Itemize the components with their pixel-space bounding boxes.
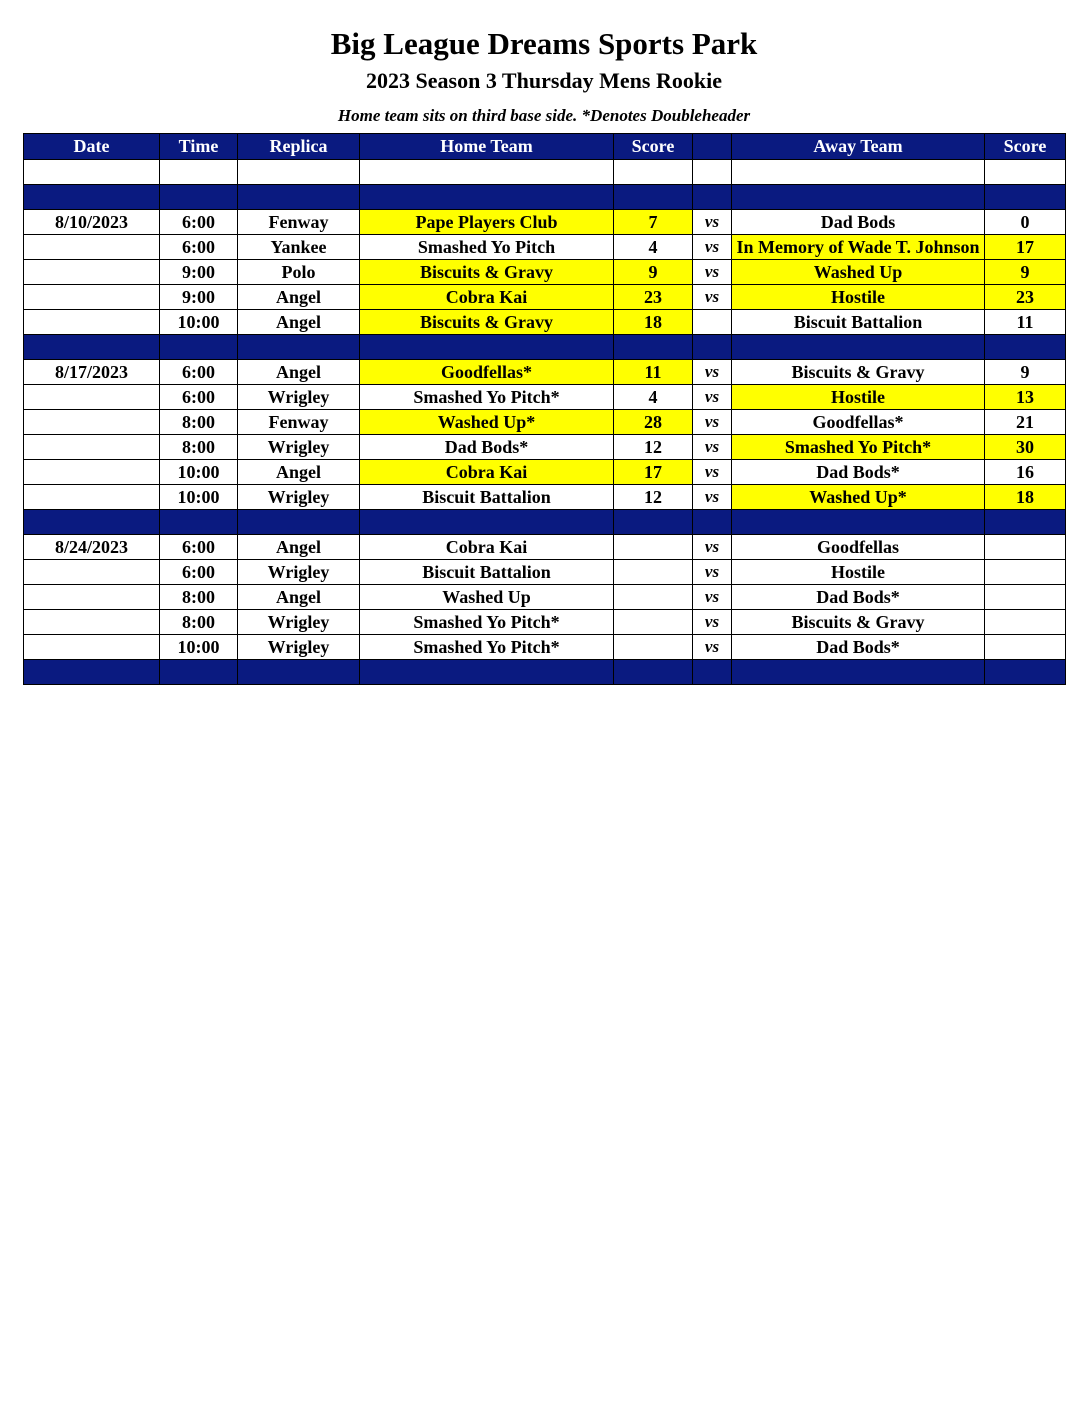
- vs-label: vs: [693, 485, 732, 510]
- home-score: 12: [614, 485, 693, 510]
- home-team: Pape Players Club: [360, 210, 614, 235]
- away-team: Biscuit Battalion: [732, 310, 985, 335]
- game-replica: Angel: [238, 285, 360, 310]
- empty-cell: [160, 185, 238, 210]
- home-team: Cobra Kai: [360, 460, 614, 485]
- empty-cell: [160, 510, 238, 535]
- vs-label: vs: [693, 535, 732, 560]
- vs-label: vs: [693, 560, 732, 585]
- empty-cell: [985, 185, 1066, 210]
- game-date: [24, 285, 160, 310]
- vs-label: vs: [693, 260, 732, 285]
- game-time: 10:00: [160, 460, 238, 485]
- empty-cell: [985, 660, 1066, 685]
- empty-cell: [238, 185, 360, 210]
- empty-cell: [360, 510, 614, 535]
- away-team: Washed Up: [732, 260, 985, 285]
- game-replica: Angel: [238, 360, 360, 385]
- game-row: [24, 410, 1066, 435]
- game-date: [24, 610, 160, 635]
- game-time: 6:00: [160, 210, 238, 235]
- col-vs: [693, 134, 732, 160]
- empty-cell: [160, 160, 238, 185]
- game-date: [24, 235, 160, 260]
- game-date: [24, 485, 160, 510]
- away-score: 17: [985, 235, 1066, 260]
- away-team: Goodfellas*: [732, 410, 985, 435]
- empty-cell: [693, 510, 732, 535]
- game-time: 6:00: [160, 385, 238, 410]
- away-score: 16: [985, 460, 1066, 485]
- col-away-score: Score: [985, 134, 1066, 160]
- empty-cell: [693, 185, 732, 210]
- home-score: 4: [614, 385, 693, 410]
- empty-cell: [24, 185, 160, 210]
- away-team: Dad Bods*: [732, 460, 985, 485]
- home-team: Washed Up: [360, 585, 614, 610]
- col-away-team: Away Team: [732, 134, 985, 160]
- away-score: 30: [985, 435, 1066, 460]
- schedule-note: Home team sits on third base side. *Denotes Doubleheader: [337, 106, 751, 125]
- game-date: [24, 260, 160, 285]
- game-time: 8:00: [160, 585, 238, 610]
- empty-cell: [24, 335, 160, 360]
- away-score: 21: [985, 410, 1066, 435]
- home-score: 17: [614, 460, 693, 485]
- game-date: [24, 385, 160, 410]
- empty-cell: [360, 160, 614, 185]
- home-team: Cobra Kai: [360, 535, 614, 560]
- empty-cell: [985, 160, 1066, 185]
- away-team: Dad Bods*: [732, 585, 985, 610]
- game-time: 8:00: [160, 410, 238, 435]
- game-replica: Fenway: [238, 210, 360, 235]
- empty-cell: [360, 660, 614, 685]
- game-row: [24, 210, 1066, 235]
- vs-label: vs: [693, 235, 732, 260]
- col-home-score: Score: [614, 134, 693, 160]
- game-replica: Angel: [238, 585, 360, 610]
- game-row: [24, 360, 1066, 385]
- empty-cell: [732, 160, 985, 185]
- home-team: Smashed Yo Pitch*: [360, 385, 614, 410]
- game-replica: Fenway: [238, 410, 360, 435]
- game-row: [24, 560, 1066, 585]
- separator-row: [24, 335, 1066, 360]
- empty-cell: [732, 510, 985, 535]
- game-time: 10:00: [160, 485, 238, 510]
- game-replica: Wrigley: [238, 610, 360, 635]
- empty-cell: [693, 660, 732, 685]
- away-score: 0: [985, 210, 1066, 235]
- empty-cell: [160, 335, 238, 360]
- vs-label: vs: [693, 610, 732, 635]
- separator-row: [24, 510, 1066, 535]
- game-time: 9:00: [160, 260, 238, 285]
- home-team: Smashed Yo Pitch: [360, 235, 614, 260]
- empty-cell: [614, 660, 693, 685]
- home-team: Smashed Yo Pitch*: [360, 610, 614, 635]
- away-score: 9: [985, 360, 1066, 385]
- away-score: [985, 560, 1066, 585]
- game-replica: Yankee: [238, 235, 360, 260]
- empty-cell: [732, 185, 985, 210]
- away-team: Hostile: [732, 560, 985, 585]
- home-team: Smashed Yo Pitch*: [360, 635, 614, 660]
- blank-row: [24, 160, 1066, 185]
- vs-label: vs: [693, 435, 732, 460]
- home-team: Biscuits & Gravy: [360, 260, 614, 285]
- empty-cell: [693, 160, 732, 185]
- game-row: [24, 285, 1066, 310]
- empty-cell: [160, 660, 238, 685]
- away-score: [985, 610, 1066, 635]
- game-row: [24, 435, 1066, 460]
- empty-cell: [360, 185, 614, 210]
- game-row: [24, 310, 1066, 335]
- game-date: [24, 635, 160, 660]
- vs-label: vs: [693, 360, 732, 385]
- game-date: 8/17/2023: [24, 360, 160, 385]
- away-team: In Memory of Wade T. Johnson: [732, 235, 985, 260]
- game-date: [24, 435, 160, 460]
- empty-cell: [614, 510, 693, 535]
- empty-cell: [24, 510, 160, 535]
- empty-cell: [238, 660, 360, 685]
- away-score: 18: [985, 485, 1066, 510]
- away-team: Goodfellas: [732, 535, 985, 560]
- game-time: 10:00: [160, 635, 238, 660]
- game-row: [24, 485, 1066, 510]
- game-row: [24, 535, 1066, 560]
- separator-row: [24, 660, 1066, 685]
- game-time: 8:00: [160, 435, 238, 460]
- game-replica: Angel: [238, 460, 360, 485]
- home-score: 28: [614, 410, 693, 435]
- away-team: Smashed Yo Pitch*: [732, 435, 985, 460]
- empty-cell: [732, 335, 985, 360]
- empty-cell: [732, 660, 985, 685]
- home-score: [614, 635, 693, 660]
- game-date: [24, 460, 160, 485]
- vs-label: vs: [693, 585, 732, 610]
- game-time: 6:00: [160, 360, 238, 385]
- vs-label: vs: [693, 410, 732, 435]
- game-date: 8/10/2023: [24, 210, 160, 235]
- home-score: 23: [614, 285, 693, 310]
- home-score: [614, 585, 693, 610]
- game-replica: Wrigley: [238, 635, 360, 660]
- away-score: 23: [985, 285, 1066, 310]
- empty-cell: [614, 335, 693, 360]
- home-score: [614, 560, 693, 585]
- away-score: 11: [985, 310, 1066, 335]
- game-time: 6:00: [160, 535, 238, 560]
- away-score: [985, 535, 1066, 560]
- game-row: [24, 235, 1066, 260]
- away-team: Biscuits & Gravy: [732, 610, 985, 635]
- game-date: [24, 560, 160, 585]
- vs-label: vs: [693, 460, 732, 485]
- game-replica: Wrigley: [238, 385, 360, 410]
- game-time: 8:00: [160, 610, 238, 635]
- away-team: Biscuits & Gravy: [732, 360, 985, 385]
- game-replica: Wrigley: [238, 560, 360, 585]
- home-team: Cobra Kai: [360, 285, 614, 310]
- home-team: Goodfellas*: [360, 360, 614, 385]
- game-time: 10:00: [160, 310, 238, 335]
- empty-cell: [238, 510, 360, 535]
- away-team: Hostile: [732, 285, 985, 310]
- away-score: 13: [985, 385, 1066, 410]
- game-date: [24, 410, 160, 435]
- home-score: [614, 535, 693, 560]
- empty-cell: [985, 510, 1066, 535]
- away-score: [985, 635, 1066, 660]
- away-score: 9: [985, 260, 1066, 285]
- home-team: Biscuit Battalion: [360, 485, 614, 510]
- game-row: [24, 460, 1066, 485]
- empty-cell: [360, 335, 614, 360]
- home-team: Washed Up*: [360, 410, 614, 435]
- game-time: 6:00: [160, 235, 238, 260]
- game-date: [24, 585, 160, 610]
- schedule-body: [24, 160, 1066, 685]
- schedule-table: [23, 133, 1066, 685]
- separator-row: [24, 185, 1066, 210]
- empty-cell: [614, 185, 693, 210]
- game-row: [24, 385, 1066, 410]
- empty-cell: [238, 160, 360, 185]
- away-team: Dad Bods: [732, 210, 985, 235]
- game-replica: Wrigley: [238, 435, 360, 460]
- game-row: [24, 260, 1066, 285]
- game-row: [24, 635, 1066, 660]
- home-score: 12: [614, 435, 693, 460]
- game-replica: Wrigley: [238, 485, 360, 510]
- game-time: 6:00: [160, 560, 238, 585]
- vs-label: vs: [693, 210, 732, 235]
- col-time: Time: [160, 134, 238, 160]
- away-team: Dad Bods*: [732, 635, 985, 660]
- page-title: Big League Dreams Sports Park: [330, 26, 758, 61]
- away-score: [985, 585, 1066, 610]
- game-replica: Angel: [238, 535, 360, 560]
- empty-cell: [24, 160, 160, 185]
- home-score: 11: [614, 360, 693, 385]
- header-row: [24, 134, 1066, 160]
- home-team: Biscuit Battalion: [360, 560, 614, 585]
- game-date: 8/24/2023: [24, 535, 160, 560]
- empty-cell: [238, 335, 360, 360]
- game-row: [24, 585, 1066, 610]
- home-score: 7: [614, 210, 693, 235]
- home-team: Biscuits & Gravy: [360, 310, 614, 335]
- page-subtitle: 2023 Season 3 Thursday Mens Rookie: [366, 68, 722, 93]
- col-replica: Replica: [238, 134, 360, 160]
- home-score: 9: [614, 260, 693, 285]
- game-replica: Angel: [238, 310, 360, 335]
- game-time: 9:00: [160, 285, 238, 310]
- vs-label: [693, 310, 732, 335]
- home-team: Dad Bods*: [360, 435, 614, 460]
- vs-label: vs: [693, 635, 732, 660]
- col-home-team: Home Team: [360, 134, 614, 160]
- vs-label: vs: [693, 285, 732, 310]
- game-replica: Polo: [238, 260, 360, 285]
- home-score: [614, 610, 693, 635]
- away-team: Hostile: [732, 385, 985, 410]
- away-team: Washed Up*: [732, 485, 985, 510]
- vs-label: vs: [693, 385, 732, 410]
- empty-cell: [24, 660, 160, 685]
- empty-cell: [985, 335, 1066, 360]
- home-score: 18: [614, 310, 693, 335]
- col-date: Date: [24, 134, 160, 160]
- game-row: [24, 610, 1066, 635]
- home-score: 4: [614, 235, 693, 260]
- empty-cell: [693, 335, 732, 360]
- empty-cell: [614, 160, 693, 185]
- game-date: [24, 310, 160, 335]
